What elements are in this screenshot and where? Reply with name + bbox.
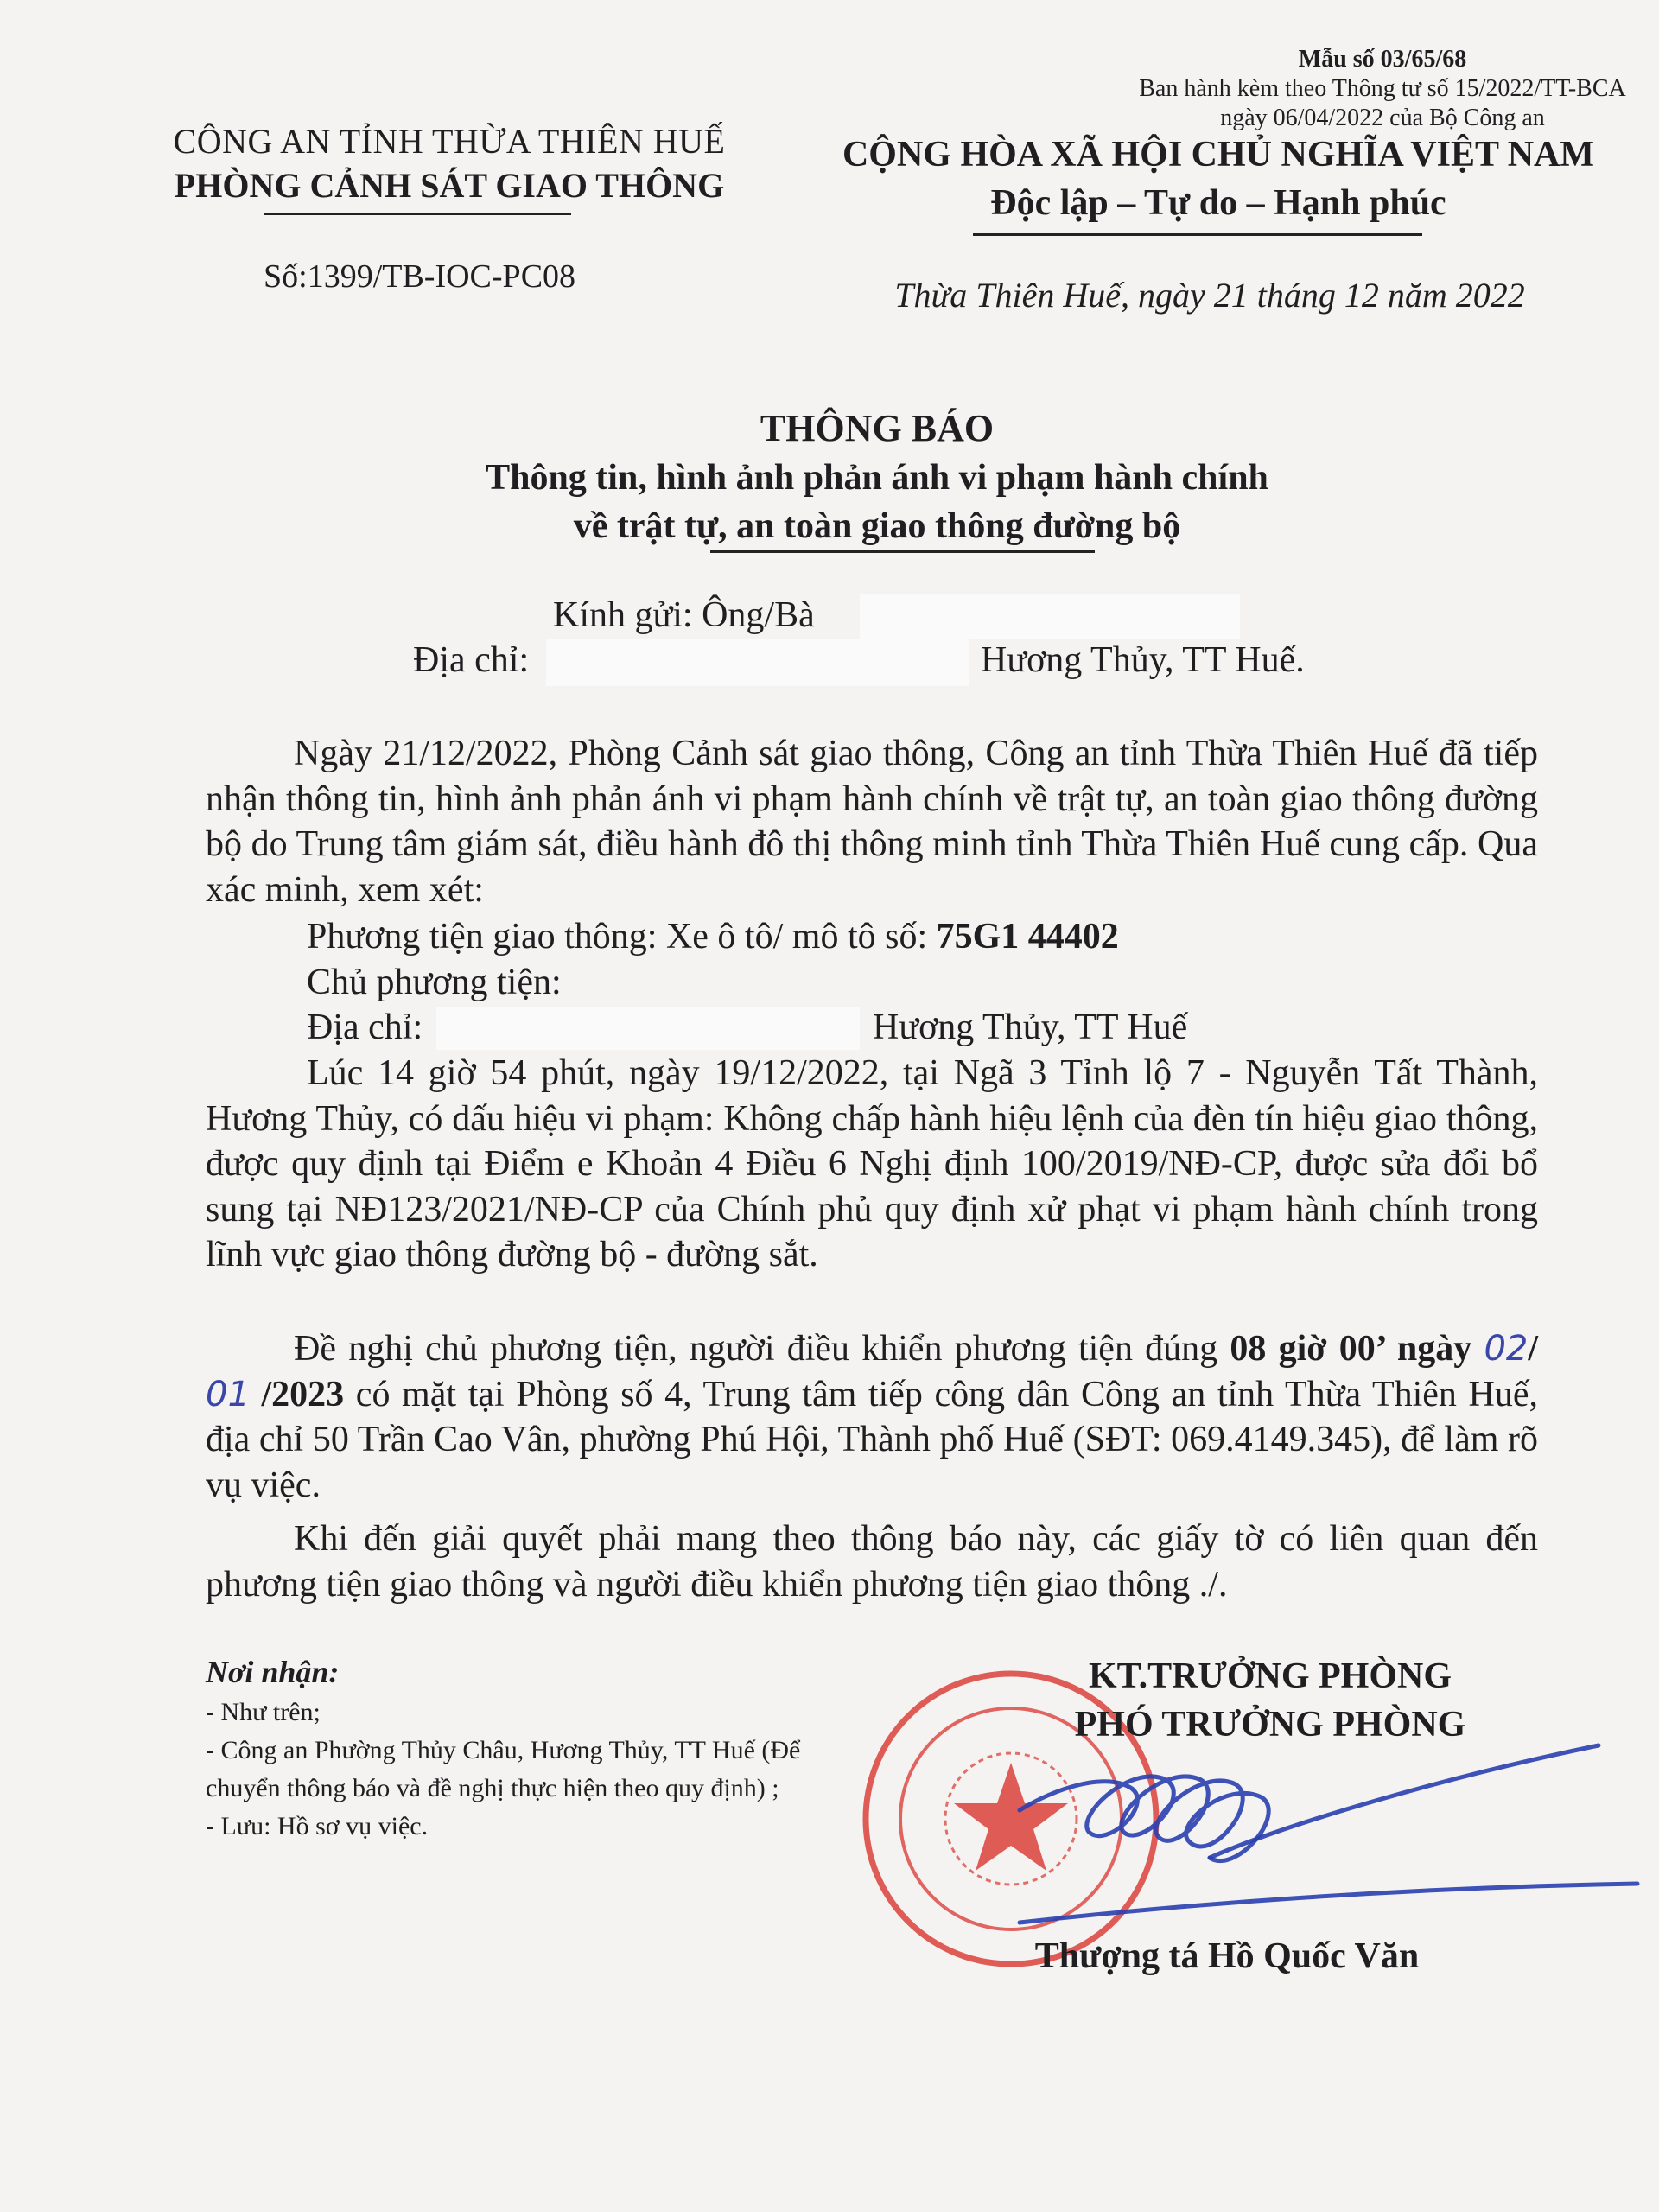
form-code-block xyxy=(1002,45,1659,133)
recipient-address-label: Địa chỉ: xyxy=(413,640,530,680)
paragraph-instructions: Khi đến giải quyết phải mang theo thông báo này, các giấy tờ có liên quan đến phương tiện giao thông và người điều khiển phương tiện giao thông ./. xyxy=(206,1519,1538,1605)
form-basis-line-1: Ban hành kèm theo Thông tư số 15/2022/TT-BCA xyxy=(1139,75,1626,102)
title-sub-1: Thông tin, hình ảnh phản ánh vi phạm hành chính xyxy=(486,458,1268,498)
vehicle-label: Phương tiện giao thông: Xe ô tô/ mô tô số: xyxy=(307,917,937,957)
signature-line-2: PHÓ TRƯỞNG PHÒNG xyxy=(1074,1705,1466,1745)
agency-header xyxy=(121,121,778,206)
handwritten-day: 02 xyxy=(1484,1329,1529,1369)
document-number: Số:1399/TB-IOC-PC08 xyxy=(264,258,576,295)
appointment-year: /2023 xyxy=(249,1374,345,1414)
title-underline xyxy=(710,550,1095,553)
document-title xyxy=(0,406,1659,547)
appointment-time: 08 giờ 00’ ngày xyxy=(1230,1329,1484,1369)
recipients-title: Nơi nhận: xyxy=(206,1655,340,1689)
signature-line-1: KT.TRƯỞNG PHÒNG xyxy=(1089,1656,1452,1696)
place-date: Thừa Thiên Huế, ngày 21 tháng 12 năm 2022 xyxy=(894,276,1525,315)
handwritten-month: 01 xyxy=(206,1374,250,1414)
recipient-item: - Như trên; xyxy=(206,1698,321,1726)
recipient-address-tail: Hương Thủy, TT Huế. xyxy=(981,640,1305,680)
license-plate: 75G1 44402 xyxy=(936,917,1119,957)
vehicle-line xyxy=(307,916,1119,957)
date-separator: / xyxy=(1528,1329,1539,1369)
owner-address-label: Địa chỉ: xyxy=(307,1007,423,1047)
recipient-item: - Lưu: Hồ sơ vụ việc. xyxy=(206,1812,429,1840)
country-name: CỘNG HÒA XÃ HỘI CHỦ NGHĨA VIỆT NAM xyxy=(842,135,1595,175)
signature-stroke-lower xyxy=(1020,1884,1637,1923)
title-main: THÔNG BÁO xyxy=(760,407,995,449)
paragraph-request xyxy=(206,1326,1538,1508)
recipients-list xyxy=(206,1650,862,1846)
agency-parent: CÔNG AN TỈNH THỪA THIÊN HUẾ xyxy=(173,122,726,161)
recipient-item: - Công an Phường Thủy Châu, Hương Thủy, TT Huế (Để chuyển thông báo và đề nghị thực hiện theo quy định) ; xyxy=(206,1736,801,1802)
form-basis-line-2: ngày 06/04/2022 của Bộ Công an xyxy=(1220,105,1545,131)
signer-name: Thượng tá Hồ Quốc Văn xyxy=(1034,1936,1420,1976)
request-text-b: có mặt tại Phòng số 4, Trung tâm tiếp công dân Công an tỉnh Thừa Thiên Huế, địa chỉ 50 Trần Cao Vân, phường Phú Hội, Thành phố Huế (SĐT: 069.4149.345), để làm rõ vụ việc. xyxy=(206,1374,1538,1505)
owner-label: Chủ phương tiện: xyxy=(307,963,562,1002)
agency-underline xyxy=(264,213,571,215)
national-header xyxy=(760,134,1659,224)
national-motto: Độc lập – Tự do – Hạnh phúc xyxy=(990,183,1446,223)
recipient-salutation: Kính gửi: Ông/Bà xyxy=(553,595,815,635)
redacted-name xyxy=(860,594,1240,639)
form-code: Mẫu số 03/65/68 xyxy=(1298,46,1467,73)
motto-underline xyxy=(973,233,1422,236)
agency-name: PHÒNG CẢNH SÁT GIAO THÔNG xyxy=(174,166,725,205)
redacted-address xyxy=(546,639,969,686)
paragraph-intro xyxy=(206,731,1538,912)
owner-address-tail: Hương Thủy, TT Huế xyxy=(873,1007,1188,1047)
handwritten-signature xyxy=(1002,1728,1659,1944)
paragraph-violation: Lúc 14 giờ 54 phút, ngày 19/12/2022, tại Ngã 3 Tỉnh lộ 7 - Nguyễn Tất Thành, Hương Thủy, có dấu hiệu vi phạm: Không chấp hành hiệu lệnh của đèn tín hiệu giao thông, được quy định tại Điểm e Khoản 4 Điều 6 Nghị định 100/2019/NĐ-CP, được sửa đổi bổ sung tại NĐ123/2021/NĐ-CP của Chính phủ quy định xử phạt vi phạm hành chính trong lĩnh vực giao thông đường bộ - đường sắt. xyxy=(206,1053,1538,1274)
title-sub-2: về trật tự, an toàn giao thông đường bộ xyxy=(573,506,1181,546)
request-text-a: Đề nghị chủ phương tiện, người điều khiển phương tiện đúng xyxy=(294,1329,1230,1369)
paragraph-intro-text: Ngày 21/12/2022, Phòng Cảnh sát giao thông, Công an tỉnh Thừa Thiên Huế đã tiếp nhận thông tin, hình ảnh phản ánh vi phạm hành chính về trật tự, an toàn giao thông đường bộ do Trung tâm giám sát, điều hành đô thị thông minh tỉnh Thừa Thiên Huế cung cấp. Qua xác minh, xem xét: xyxy=(206,734,1538,910)
redacted-owner-address xyxy=(436,1007,860,1050)
